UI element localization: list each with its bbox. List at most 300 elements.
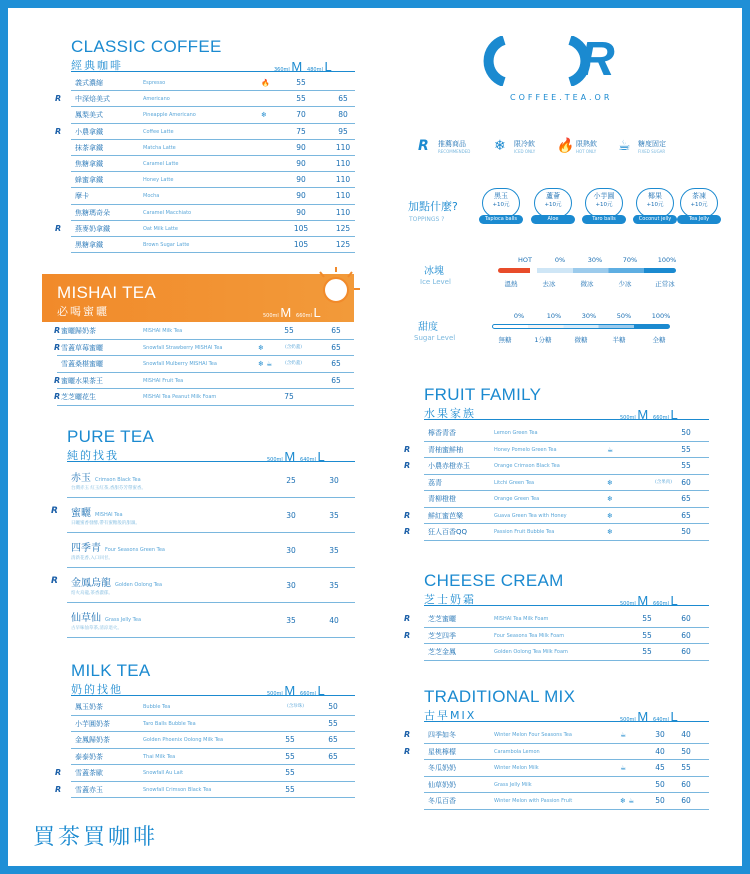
menu-row[interactable] [71, 205, 355, 221]
price-m: 90 [296, 142, 306, 152]
size-header: 500ml M 640ml L [620, 709, 678, 724]
menu-row[interactable] [404, 744, 709, 761]
item-name: 金鳳歸奶茶 [75, 736, 110, 744]
topping-name: 茶凍 [692, 192, 706, 200]
menu-row[interactable] [54, 389, 354, 406]
recommended-icon: R [55, 784, 62, 794]
price-m: 55 [285, 735, 295, 744]
topping-name-en: Aloe [531, 215, 575, 224]
menu-row[interactable] [55, 765, 355, 782]
item-description: 清新花香,入口回甘。 [71, 556, 113, 561]
price-m: 55 [642, 630, 652, 640]
legend-label-en: FIXED SUGAR [638, 149, 666, 154]
recommended-icon: R [54, 342, 61, 352]
menu-row[interactable] [51, 498, 355, 533]
recommended-icon: R [55, 94, 62, 104]
item-name: 青柳橙橙 [428, 495, 456, 503]
fruit-family-section [404, 385, 709, 546]
section-subtitle: 水果家族 [424, 407, 476, 420]
item-name: 黑糖拿鐵 [75, 240, 103, 249]
item-flag-icon: ❄ [607, 528, 613, 536]
price-l: 65 [328, 751, 338, 761]
section-subtitle: 奶的找他 [71, 683, 123, 696]
logo-letter: R [580, 33, 615, 86]
menu-row[interactable] [424, 491, 709, 508]
item-name-en: MISHAI Milk Tea [143, 328, 183, 334]
price-l: 60 [681, 630, 691, 640]
menu-row[interactable] [71, 75, 355, 91]
item-name-en: Brown Sugar Latte [143, 241, 190, 248]
menu-row[interactable] [55, 782, 355, 799]
item-name-en: Crimson Black Tea [95, 477, 141, 483]
menu-row[interactable] [71, 156, 355, 172]
item-name: 荔青 [428, 478, 442, 487]
section-title: CLASSIC COFFEE [71, 37, 222, 56]
item-name-en: Winter Melon Four Seasons Tea [494, 732, 572, 738]
item-name-en: Taro Balls Bubble Tea [143, 720, 196, 727]
item-name: 金鳳烏龍 [71, 578, 111, 589]
item-name-en: Caramel Macchiato [143, 209, 192, 216]
menu-row[interactable] [71, 237, 355, 253]
scale-tick: 10% [546, 312, 562, 320]
section-subtitle: 經典咖啡 [71, 59, 123, 72]
price-l: 60 [681, 647, 691, 656]
item-name: 中深焙美式 [75, 95, 110, 104]
item-name-en: Winter Melon Milk [494, 765, 539, 771]
legend-label-en: ICED ONLY [514, 149, 536, 154]
scale-level[interactable]: 正常冰 [655, 280, 675, 288]
item-note: (含果肉) [655, 479, 673, 485]
item-name-en: Snowfall Au Lait [143, 770, 184, 776]
item-name-group [71, 574, 162, 589]
topping-name: 小芋圓 [593, 192, 615, 200]
price-l: 110 [335, 191, 351, 201]
menu-row[interactable] [404, 508, 709, 525]
price-m: 90 [296, 207, 306, 217]
toppings-label: 加點什麼? [408, 200, 458, 213]
item-name: 青柚蜜鮮柚 [428, 445, 463, 454]
item-name-en: Honey Pomelo Green Tea [494, 446, 557, 453]
menu-row[interactable] [71, 699, 355, 716]
legend-icon: ☕ [618, 138, 631, 154]
item-name: 狂人百香QQ [428, 528, 468, 536]
topping-pill[interactable] [585, 188, 623, 222]
price-m: 75 [296, 126, 306, 136]
price-m: 55 [285, 751, 295, 761]
item-name-en: Four Seasons Tea Milk Foam [494, 632, 565, 639]
legend-label-en: HOT ONLY [576, 149, 597, 154]
item-description: 焙火烏龍,茶香濃郁。 [71, 591, 113, 596]
menu-row[interactable] [71, 188, 355, 204]
price-l: 50 [681, 746, 691, 756]
price-l: 110 [335, 207, 351, 217]
item-name-en: Golden Oolong Tea [115, 582, 163, 588]
recommended-icon: R [55, 223, 62, 233]
price-l: 55 [681, 444, 691, 454]
item-name-en: Americano [143, 96, 170, 103]
item-name: 四季如冬 [428, 731, 456, 739]
item-flag-icon: ☕ [607, 445, 614, 454]
menu-row[interactable] [424, 425, 709, 442]
pure-table [51, 463, 355, 638]
traditional-mix-section [404, 687, 709, 814]
price-m: 105 [293, 223, 309, 233]
menu-row[interactable] [404, 628, 709, 645]
item-name-en: Winter Melon with Passion Fruit [494, 798, 573, 804]
legend-label: 糖度固定 [638, 140, 666, 148]
scale-label: 甜度 [418, 322, 438, 333]
price-m: 55 [284, 326, 294, 335]
item-name-group [71, 469, 141, 484]
topping-pill[interactable] [534, 188, 572, 222]
price-l: 50 [681, 527, 691, 536]
item-name: 小芋圓奶茶 [75, 719, 110, 728]
price-m: 55 [285, 768, 295, 777]
item-flag-icon: 🔥 [261, 79, 270, 87]
price-m: 30 [286, 511, 296, 520]
topping-name: 椰果 [648, 192, 662, 200]
scale-level[interactable]: 無糖 [498, 336, 512, 344]
item-name: 芝芝四季 [428, 631, 456, 640]
item-name-en: Snowfall Crimson Black Tea [143, 786, 212, 793]
price-l: 40 [329, 616, 339, 625]
legend-item [618, 137, 698, 157]
mishai-table [54, 323, 354, 406]
menu-row[interactable] [57, 356, 354, 373]
item-flag-icon: ☕ [620, 731, 627, 739]
item-description: 台灣赤玉 紅玉紅茶,香甜芬芳帶蜜香。 [71, 486, 146, 491]
price-m: 90 [296, 158, 306, 168]
price-l: 60 [681, 477, 691, 487]
item-name-en: Oat Milk Latte [143, 225, 178, 232]
size-header: 500ml M 660ml L [620, 407, 678, 422]
scale-tick: 30% [587, 256, 603, 264]
pure-tea-section [51, 427, 355, 648]
price-m: 55 [296, 94, 306, 104]
section-title: PURE TEA [67, 427, 155, 446]
price-m: 55 [642, 614, 652, 623]
topping-name-en: Tea Jelly [677, 215, 721, 224]
fruit-table [404, 425, 709, 541]
scale-level[interactable]: 少冰 [618, 280, 632, 288]
topping-name-en: Coconut jelly [633, 215, 677, 224]
topping-name-en: Taro balls [582, 215, 626, 224]
topping-pill[interactable] [636, 188, 674, 222]
price-m: 50 [655, 779, 665, 789]
recommended-icon: R [55, 126, 62, 136]
legend-label: 限冷飲 [514, 140, 535, 148]
price-m: 30 [286, 581, 296, 590]
item-flag-icon: ☕ [620, 764, 627, 772]
menu-row[interactable] [54, 340, 354, 357]
item-name: 抹茶拿鐵 [75, 143, 103, 152]
recommended-icon: R [51, 506, 58, 516]
milk-tea-section [55, 661, 355, 802]
menu-row[interactable] [71, 732, 355, 749]
price-l: 50 [681, 428, 691, 437]
menu-row[interactable] [55, 221, 355, 237]
item-name-group [71, 609, 141, 624]
item-name: 鳳玉奶茶 [75, 703, 103, 711]
item-name-en: Orange Green Tea [494, 496, 540, 502]
legend-label: 推薦商品 [438, 140, 466, 148]
menu-row[interactable] [67, 463, 355, 498]
menu-row[interactable] [71, 716, 355, 733]
menu-row[interactable] [71, 140, 355, 156]
legend-item [418, 137, 498, 157]
item-note: (含珍珠) [287, 704, 305, 709]
item-name: 摩卡 [75, 192, 89, 201]
item-name-en: Golden Phoenix Oolong Milk Tea [143, 737, 224, 743]
scale-level[interactable]: 1分糖 [534, 336, 552, 344]
price-l: 50 [328, 702, 338, 711]
menu-row[interactable] [404, 611, 709, 628]
price-l: 65 [681, 510, 691, 520]
item-name: 蜂蜜拿鐵 [75, 176, 103, 185]
legend-icon: R [418, 138, 429, 154]
menu-row[interactable] [55, 124, 355, 140]
item-name: 鮮紅蜜芭樂 [428, 511, 463, 520]
price-m: 40 [655, 746, 665, 756]
topping-pill[interactable] [680, 188, 718, 222]
scale-level[interactable]: 半糖 [612, 336, 626, 344]
item-name-en: Matcha Latte [143, 144, 176, 151]
size-header: 500ml M 660ml L [620, 593, 678, 608]
item-name-en: Lemon Green Tea [494, 430, 538, 436]
menu-row[interactable] [404, 442, 709, 459]
scale-tick: 100% [657, 256, 677, 264]
size-header: 500ml M 640ml L [267, 449, 325, 464]
price-l: 60 [681, 779, 691, 789]
price-m: 25 [286, 476, 296, 485]
menu-row[interactable] [71, 749, 355, 766]
brand-logo [482, 33, 622, 86]
item-name-en: Pineapple Americano [143, 112, 196, 119]
mishai-section [54, 283, 354, 414]
section-title: FRUIT FAMILY [424, 385, 542, 404]
scale-level[interactable]: 微糖 [574, 336, 588, 344]
menu-row[interactable] [54, 373, 354, 390]
scale-tick: 0% [513, 312, 525, 320]
recommended-icon: R [51, 576, 58, 586]
item-name-en: Grass Jelly Milk [494, 781, 532, 788]
legend-icon: 🔥 [556, 138, 574, 154]
sugar-level-section [414, 312, 720, 352]
scale-level[interactable]: 全糖 [652, 336, 666, 344]
item-note: (含奶蓋) [285, 361, 303, 366]
price-l: 65 [331, 326, 341, 335]
item-name: 仙草仙 [71, 613, 101, 624]
price-m: 55 [642, 647, 652, 656]
recommended-icon: R [404, 461, 411, 470]
classic-coffee-section [55, 37, 355, 258]
menu-row[interactable] [67, 533, 355, 568]
item-name-en: Four Seasons Green Tea [105, 547, 165, 553]
item-name: 芝芝曬花生 [61, 393, 96, 401]
scale-level[interactable]: 去冰 [542, 280, 556, 288]
price-l: 60 [681, 614, 691, 623]
price-l: 35 [329, 546, 339, 555]
menu-row[interactable] [424, 760, 709, 777]
item-name-en: Caramel Latte [143, 160, 179, 167]
item-name: 冬瓜奶奶 [428, 764, 456, 772]
topping-name: 黑玉 [494, 192, 508, 200]
price-l: 65 [328, 735, 338, 744]
item-name: 赤玉 [71, 473, 91, 484]
ice-level-section [420, 256, 720, 296]
price-l: 55 [681, 763, 691, 772]
topping-price: +10元 [492, 202, 510, 208]
recommended-icon: R [404, 510, 411, 520]
cheese-cream-section [404, 571, 709, 664]
item-name: 蜜曬 [71, 508, 91, 519]
menu-row[interactable] [404, 458, 709, 475]
recommended-icon: R [404, 730, 411, 739]
scale-tick: 70% [622, 256, 638, 264]
price-m: 35 [286, 616, 296, 625]
item-name-en: Grass Jelly Tea [105, 617, 142, 623]
price-m: 90 [296, 191, 306, 201]
scale-tick: HOT [518, 256, 532, 264]
price-l: 55 [681, 461, 691, 470]
scale-level[interactable]: 溫熱 [504, 280, 518, 288]
menu-row[interactable] [424, 793, 709, 810]
price-l: 35 [329, 581, 339, 590]
menu-row[interactable] [51, 568, 355, 603]
recommended-icon: R [404, 527, 411, 536]
price-l: 110 [335, 142, 351, 152]
menu-row[interactable] [54, 323, 354, 340]
menu-row[interactable] [424, 644, 709, 661]
item-name-en: MISHAI Tea Peanut Milk Foam [143, 394, 217, 400]
price-m: 55 [296, 78, 306, 87]
item-flag-icon: ❄ [607, 511, 613, 520]
item-name: 小農拿鐵 [75, 127, 103, 136]
price-m: 90 [296, 175, 306, 185]
item-name-en: Honey Latte [143, 177, 174, 184]
recommended-icon: R [54, 375, 61, 385]
price-l: 125 [335, 239, 351, 249]
recommended-icon: R [404, 630, 411, 640]
price-m: 50 [655, 796, 665, 805]
item-name: 檸香青香 [428, 429, 456, 437]
topping-price: +10元 [646, 202, 664, 208]
item-name: 蜜曬歸奶茶 [61, 327, 96, 335]
cheese-table [404, 611, 709, 661]
section-subtitle: 純的找我 [67, 449, 119, 462]
price-l: 125 [335, 223, 351, 233]
price-l: 95 [338, 126, 348, 136]
menu-row[interactable] [404, 524, 709, 541]
section-subtitle: 古早MIX [424, 709, 477, 722]
scale-tick: 30% [581, 312, 597, 320]
section-subtitle: 芝士奶霜 [424, 593, 476, 606]
item-name: 泰泰奶茶 [75, 752, 103, 761]
menu-row[interactable] [55, 91, 355, 107]
item-name: 蜜曬水果茶王 [61, 376, 103, 385]
scale-tick: 100% [651, 312, 671, 320]
price-m: 55 [285, 784, 295, 794]
topping-price: +10元 [544, 202, 562, 208]
item-name-en: Passion Fruit Bubble Tea [494, 529, 555, 535]
tagline: COFFEE.TEA.OR [510, 93, 613, 102]
menu-row[interactable] [424, 475, 709, 492]
item-name-group [71, 539, 165, 554]
legend-label-en: RECOMMENDED [438, 149, 471, 154]
topping-name-en: Tapioca balls [479, 215, 523, 224]
size-header: 360ml M 480ml L [274, 59, 332, 74]
item-name: 焦糖拿鐵 [75, 159, 103, 168]
item-name: 雪蓋茶歐 [75, 769, 103, 777]
item-flag-icon: ❄ ☕ [258, 360, 273, 368]
price-l: 65 [681, 494, 691, 503]
item-flag-icon: ❄ [258, 343, 264, 352]
menu-row[interactable] [71, 172, 355, 188]
topping-name: 蘆薈 [546, 192, 560, 200]
topping-price: +10元 [690, 202, 708, 208]
scale-level[interactable]: 微冰 [580, 280, 594, 288]
menu-row[interactable] [424, 777, 709, 794]
item-name-en: Carambola Lemon [494, 748, 540, 755]
item-name-en: MISHAI Tea Milk Foam [494, 616, 549, 622]
item-flag-icon: ❄ [261, 111, 267, 120]
price-l: 110 [335, 175, 351, 185]
item-flag-icon: ❄ [607, 495, 613, 503]
item-name-en: Litchi Green Tea [494, 479, 535, 486]
item-name: 雪蓋赤玉 [75, 785, 103, 794]
legend-label: 限熱飲 [576, 140, 597, 148]
menu-row[interactable] [71, 107, 355, 123]
item-name-en: Orange Crimson Black Tea [494, 463, 560, 469]
recommended-icon: R [404, 444, 411, 454]
price-m: 70 [296, 110, 306, 120]
price-l: 35 [329, 511, 339, 520]
menu-row[interactable] [67, 603, 355, 638]
price-l: 80 [338, 110, 348, 120]
item-name: 芝芝金鳳 [428, 648, 456, 656]
item-description: 日曬蜜香發酵,帶有蜜糖般的甜韻。 [71, 521, 140, 526]
item-name: 燕麥奶拿鐵 [75, 224, 110, 233]
traditional-table [404, 727, 709, 810]
item-name-en: Golden Oolong Tea Milk Foam [494, 649, 568, 655]
item-name: 雪蓋草莓蜜曬 [61, 343, 103, 352]
recommended-icon: R [55, 768, 62, 777]
item-name: 冬瓜百香 [428, 797, 456, 805]
recommended-icon: R [54, 392, 61, 401]
scale-bar [498, 268, 676, 273]
item-name-en: Espresso [143, 80, 166, 86]
item-name: 鳳梨美式 [75, 111, 103, 120]
scale-label-en: Sugar Level [414, 334, 456, 342]
item-name-group [71, 504, 123, 519]
price-l: 65 [338, 94, 348, 104]
item-name-en: Mocha [143, 193, 160, 200]
item-flag-icon: ❄ [607, 478, 613, 487]
item-note: (含奶蓋) [285, 344, 303, 350]
price-l: 60 [681, 796, 691, 805]
price-l: 110 [335, 158, 351, 168]
slogan: 買茶買咖啡 [33, 825, 159, 850]
scale-label-en: Ice Level [420, 278, 451, 286]
size-header: 500ml M 660ml L [267, 683, 325, 698]
price-l: 30 [329, 476, 339, 485]
item-name-en: Thai Milk Tea [143, 753, 176, 760]
menu-row[interactable] [404, 727, 709, 744]
topping-pill[interactable] [482, 188, 520, 222]
recommended-icon: R [54, 326, 61, 335]
item-flag-icon: ❄ ☕ [620, 797, 635, 805]
price-m: 30 [286, 546, 296, 555]
